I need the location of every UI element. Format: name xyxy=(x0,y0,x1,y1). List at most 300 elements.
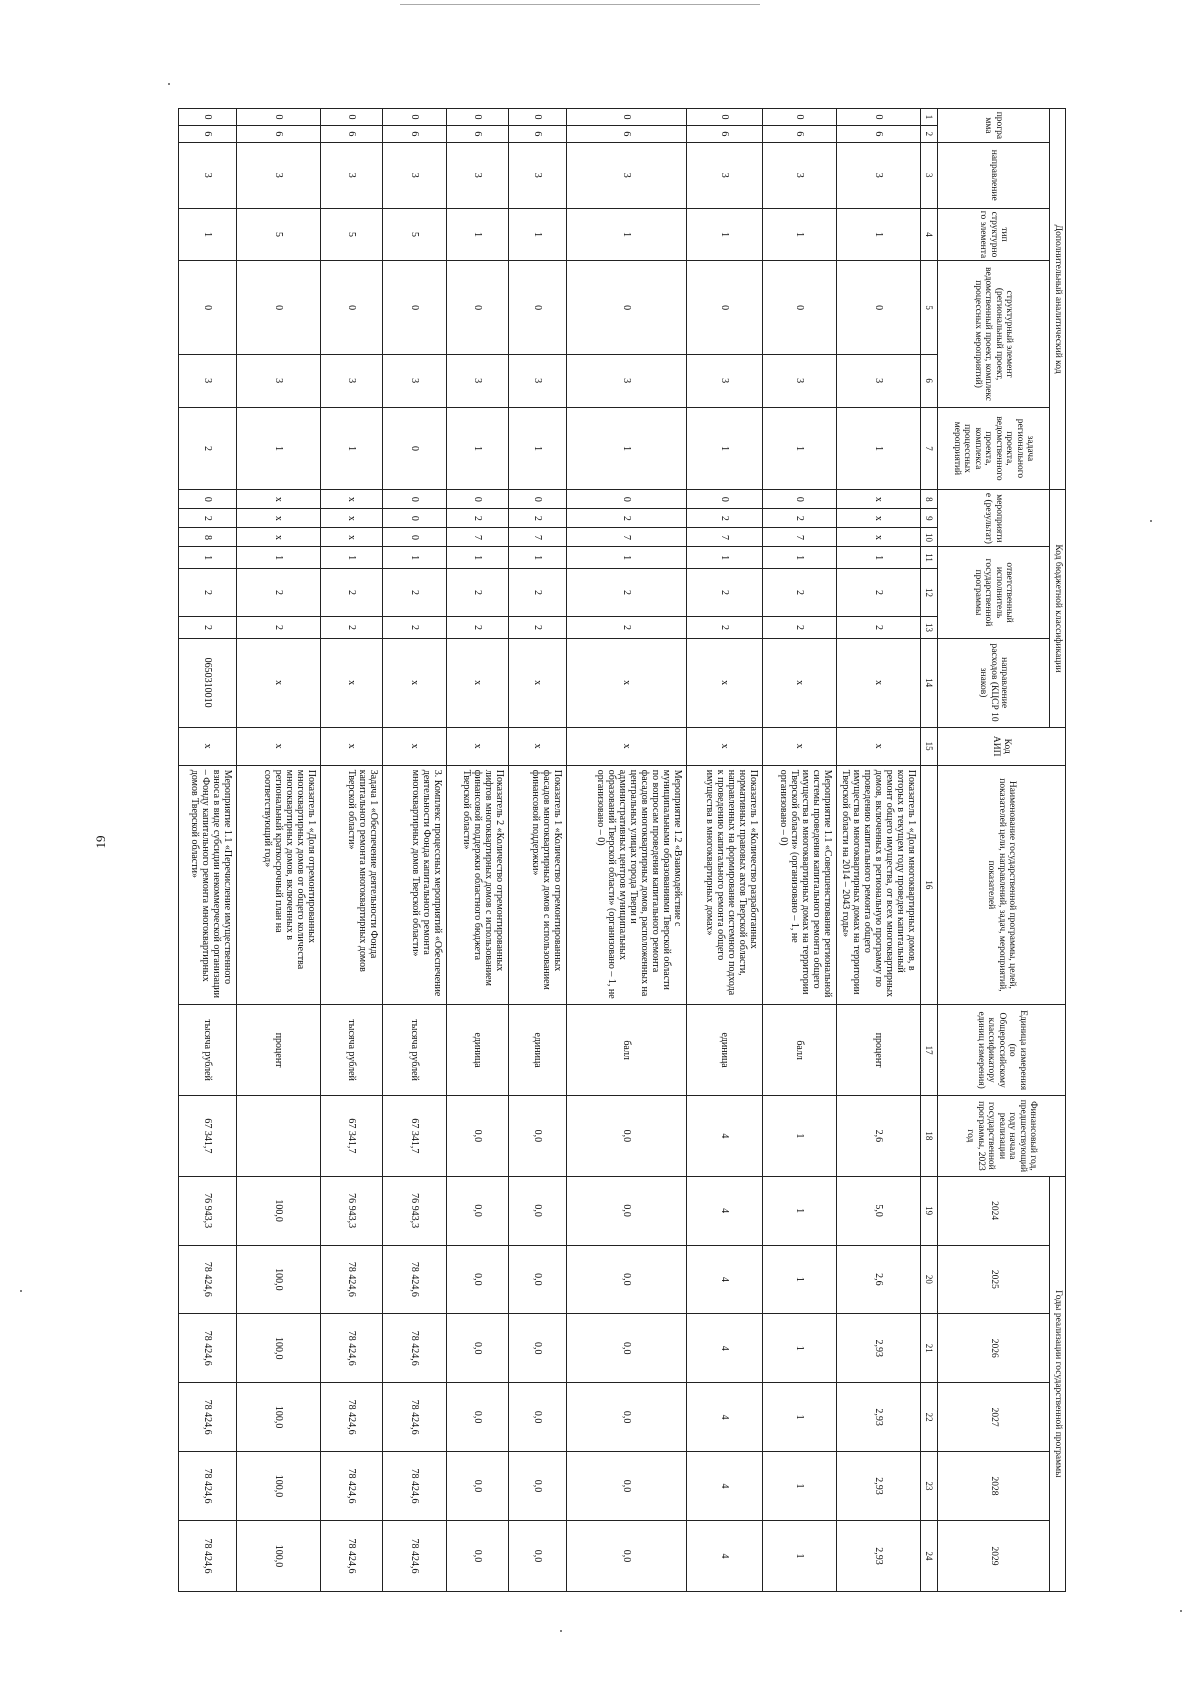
row-year-value: 76 943,3 xyxy=(383,1176,447,1245)
code-cell: 3 xyxy=(763,354,837,407)
column-number: 15 xyxy=(921,727,938,765)
header-years-group: Годы реализации государственной программы xyxy=(1050,1176,1066,1591)
code-cell: 3 xyxy=(447,142,509,208)
code-cell: 0 xyxy=(763,109,837,126)
row-year-value: 78 424,6 xyxy=(179,1452,237,1521)
code-cell: 6 xyxy=(321,125,383,142)
column-number: 17 xyxy=(921,1005,938,1096)
code-cell: 0 xyxy=(687,261,763,354)
code-cell: 7 xyxy=(763,528,837,547)
row-year-value: 0,0 xyxy=(447,1383,509,1452)
row-year-value: 0,0 xyxy=(567,1176,687,1245)
code-cell: х xyxy=(687,638,763,727)
scan-edge-line xyxy=(400,4,760,5)
table-row xyxy=(567,109,687,1592)
row-year-value: 100,0 xyxy=(237,1520,321,1591)
row-year-value: 0,0 xyxy=(567,1520,687,1591)
code-cell: 0 xyxy=(567,261,687,354)
row-year-value: 4 xyxy=(687,1520,763,1591)
row-year-value: 0,0 xyxy=(447,1314,509,1383)
code-cell: 2 xyxy=(567,509,687,528)
header-year: 2026 xyxy=(938,1314,1050,1383)
code-cell: 6 xyxy=(383,125,447,142)
row-name: Показатель 1 «Доля многоквартирных домов, в которых в текущем году проведен капитальный ремонт общего имущества, от всех многоквартирных домов, включенных в региональную программу по проведению капитального ремонта общего имущества в многоквартирных домах на территории Тверской области на 2014 – 2043 годы» xyxy=(837,765,921,1004)
code-cell: 6 xyxy=(687,125,763,142)
row-year-value: 100,0 xyxy=(237,1176,321,1245)
row-name: Задача 1 «Обеспечение деятельности Фонда капитального ремонта многоквартирных домов Тверской области» xyxy=(321,765,383,1004)
row-year-value: 1 xyxy=(763,1314,837,1383)
column-number: 22 xyxy=(921,1383,938,1452)
code-cell: 2 xyxy=(763,617,837,638)
row-base-value: 4 xyxy=(687,1096,763,1176)
code-cell: х xyxy=(687,727,763,765)
code-cell: 1 xyxy=(567,208,687,261)
row-year-value: 0,0 xyxy=(509,1383,567,1452)
code-cell: 2 xyxy=(237,568,321,617)
code-cell: х xyxy=(837,490,921,509)
row-name: Показатель 1 «Количество отремонтированных фасадов многоквартирных домов с использованием финансовой поддержки» xyxy=(509,765,567,1004)
code-cell: 2 xyxy=(763,568,837,617)
row-base-value: 2,6 xyxy=(837,1096,921,1176)
header-year: 2024 xyxy=(938,1176,1050,1245)
column-number: 19 xyxy=(921,1176,938,1245)
table-row xyxy=(687,109,763,1592)
code-cell: 1 xyxy=(179,547,237,568)
code-cell: 7 xyxy=(567,528,687,547)
row-base-value: 0,0 xyxy=(567,1096,687,1176)
row-year-value: 0,0 xyxy=(567,1452,687,1521)
code-cell: 3 xyxy=(179,142,237,208)
column-number: 10 xyxy=(921,528,938,547)
row-year-value: 0,0 xyxy=(509,1176,567,1245)
code-cell: 0 xyxy=(509,109,567,126)
code-cell: 1 xyxy=(837,208,921,261)
row-year-value: 0,0 xyxy=(567,1314,687,1383)
code-cell: 1 xyxy=(763,208,837,261)
code-cell: х xyxy=(447,638,509,727)
code-cell: 0 xyxy=(447,109,509,126)
code-cell: 0 xyxy=(179,490,237,509)
code-cell: 0650310010 xyxy=(179,638,237,727)
code-cell: 2 xyxy=(447,617,509,638)
code-cell: 3 xyxy=(237,142,321,208)
row-name: Мероприятие 1.2 «Взаимодействие с муниципальными образованиями Тверской области по вопросам проведения капитального ремонта фасадов многоквартирных домов, расположенных на центральных улицах города Твери и административных центров муниципальных образований Тверской области» (организовано – 1, не организовано – 0) xyxy=(567,765,687,1004)
column-number: 3 xyxy=(921,142,938,208)
column-number: 20 xyxy=(921,1245,938,1314)
code-cell: 1 xyxy=(447,208,509,261)
code-cell: 0 xyxy=(763,490,837,509)
column-number: 6 xyxy=(921,354,938,407)
row-year-value: 0,0 xyxy=(567,1383,687,1452)
code-cell: 0 xyxy=(383,528,447,547)
code-cell: 2 xyxy=(509,509,567,528)
row-year-value: 100,0 xyxy=(237,1383,321,1452)
row-year-value: 4 xyxy=(687,1176,763,1245)
column-number: 5 xyxy=(921,261,938,354)
code-cell: 6 xyxy=(179,125,237,142)
scan-speck xyxy=(168,83,170,85)
code-cell: 1 xyxy=(321,407,383,490)
code-cell: 6 xyxy=(567,125,687,142)
code-cell: 0 xyxy=(383,490,447,509)
header-direction: направление xyxy=(938,142,1050,208)
row-base-value: 1 xyxy=(763,1096,837,1176)
code-cell: 3 xyxy=(179,354,237,407)
row-year-value: 78 424,6 xyxy=(321,1383,383,1452)
row-year-value: 78 424,6 xyxy=(321,1245,383,1314)
code-cell: 3 xyxy=(509,142,567,208)
column-number: 4 xyxy=(921,208,938,261)
code-cell: 2 xyxy=(567,568,687,617)
column-number: 12 xyxy=(921,568,938,617)
column-number: 7 xyxy=(921,407,938,490)
row-unit: тысяча рублей xyxy=(179,1005,237,1096)
code-cell: х xyxy=(321,528,383,547)
code-cell: 1 xyxy=(509,208,567,261)
row-base-value: 0,0 xyxy=(509,1096,567,1176)
row-base-value: 0,0 xyxy=(447,1096,509,1176)
row-unit: процент xyxy=(837,1005,921,1096)
header-year: 2028 xyxy=(938,1452,1050,1521)
row-year-value: 0,0 xyxy=(447,1452,509,1521)
code-cell: 2 xyxy=(687,568,763,617)
code-cell: 2 xyxy=(179,568,237,617)
code-cell: 1 xyxy=(509,547,567,568)
code-cell: х xyxy=(837,727,921,765)
code-cell: 5 xyxy=(321,208,383,261)
header-year: 2027 xyxy=(938,1383,1050,1452)
row-name: Мероприятие 1.1 «Совершенствование региональной системы проведения капитального ремонта общего имущества в многоквартирных домах на территории Тверской области» (организовано – 1, не организовано – 0) xyxy=(763,765,837,1004)
header-year: 2025 xyxy=(938,1245,1050,1314)
header-type: тип структурного элемента xyxy=(938,208,1050,261)
code-cell: 2 xyxy=(447,568,509,617)
code-cell: 1 xyxy=(687,407,763,490)
row-year-value: 78 424,6 xyxy=(179,1314,237,1383)
code-cell: 6 xyxy=(763,125,837,142)
rotated-table-sheet xyxy=(178,108,1066,1592)
code-cell: 0 xyxy=(763,261,837,354)
column-number: 9 xyxy=(921,509,938,528)
code-cell: 3 xyxy=(837,142,921,208)
code-cell: 2 xyxy=(687,509,763,528)
code-cell: 1 xyxy=(837,547,921,568)
code-cell: 7 xyxy=(447,528,509,547)
header-executor: ответственный исполнитель государственной программы xyxy=(938,547,1050,638)
code-cell: х xyxy=(321,638,383,727)
code-cell: х xyxy=(763,727,837,765)
code-cell: 3 xyxy=(321,354,383,407)
row-unit: единица xyxy=(687,1005,763,1096)
column-number: 1 xyxy=(921,109,938,126)
row-year-value: 2,93 xyxy=(837,1314,921,1383)
code-cell: 8 xyxy=(179,528,237,547)
header-name: Наименование государственной программы, целей, показателей цели, направлений, задач, мероприятий, показателей xyxy=(938,765,1066,1004)
column-number: 8 xyxy=(921,490,938,509)
row-base-value: 67 341,7 xyxy=(179,1096,237,1176)
code-cell: х xyxy=(321,490,383,509)
header-unit: Единица измерения (по Общероссийскому классификатору единиц измерения) xyxy=(938,1005,1066,1096)
code-cell: 0 xyxy=(447,261,509,354)
row-year-value: 100,0 xyxy=(237,1245,321,1314)
row-year-value: 1 xyxy=(763,1383,837,1452)
program-table xyxy=(178,108,1066,1592)
row-year-value: 1 xyxy=(763,1520,837,1591)
table-row xyxy=(837,109,921,1592)
code-cell: 0 xyxy=(687,490,763,509)
scan-speck xyxy=(20,1290,22,1292)
row-base-value xyxy=(237,1096,321,1176)
row-year-value: 0,0 xyxy=(447,1245,509,1314)
code-cell: 0 xyxy=(567,109,687,126)
code-cell: 0 xyxy=(447,490,509,509)
code-cell: 0 xyxy=(383,109,447,126)
row-year-value: 100,0 xyxy=(237,1314,321,1383)
code-cell: 0 xyxy=(509,261,567,354)
row-year-value: 78 424,6 xyxy=(321,1520,383,1591)
header-base-year: Финансовый год, предшествующий году начала реализации государственной программы, 2023 год xyxy=(938,1096,1066,1176)
row-year-value: 76 943,3 xyxy=(179,1176,237,1245)
row-unit: единица xyxy=(447,1005,509,1096)
code-cell: х xyxy=(383,727,447,765)
header-struct: структурный элемент (региональный проект, ведомственный проект, комплекс процессных мероприятий) xyxy=(938,261,1050,407)
row-unit: балл xyxy=(763,1005,837,1096)
column-number: 23 xyxy=(921,1452,938,1521)
code-cell: 1 xyxy=(567,547,687,568)
row-year-value: 0,0 xyxy=(447,1176,509,1245)
row-year-value: 78 424,6 xyxy=(179,1520,237,1591)
header-budget-code: Код бюджетной классификации xyxy=(1050,490,1066,727)
code-cell: 1 xyxy=(837,407,921,490)
header-measure: мероприятие (результат) xyxy=(938,490,1050,547)
scan-speck xyxy=(1180,1610,1182,1612)
row-name: 3. Комплекс процессных мероприятий «Обеспечение деятельности Фонда капитального ремонта многоквартирных домов Тверской области» xyxy=(383,765,447,1004)
row-year-value: 0,0 xyxy=(509,1520,567,1591)
code-cell: х xyxy=(837,528,921,547)
row-year-value: 4 xyxy=(687,1452,763,1521)
row-year-value: 78 424,6 xyxy=(321,1314,383,1383)
code-cell: 2 xyxy=(763,509,837,528)
code-cell: 3 xyxy=(687,142,763,208)
column-number: 21 xyxy=(921,1314,938,1383)
code-cell: 5 xyxy=(237,208,321,261)
scan-speck xyxy=(1150,520,1152,522)
row-year-value: 2,93 xyxy=(837,1383,921,1452)
code-cell: 2 xyxy=(837,617,921,638)
code-cell: 0 xyxy=(179,109,237,126)
code-cell: 2 xyxy=(179,509,237,528)
code-cell: 7 xyxy=(509,528,567,547)
code-cell: 0 xyxy=(383,407,447,490)
code-cell: х xyxy=(237,638,321,727)
row-year-value: 78 424,6 xyxy=(179,1383,237,1452)
row-year-value: 2,6 xyxy=(837,1245,921,1314)
row-year-value: 100,0 xyxy=(237,1452,321,1521)
row-year-value: 78 424,6 xyxy=(383,1245,447,1314)
table-row xyxy=(763,109,837,1592)
row-unit: процент xyxy=(237,1005,321,1096)
table-row xyxy=(447,109,509,1592)
row-year-value: 78 424,6 xyxy=(383,1383,447,1452)
code-cell: х xyxy=(237,727,321,765)
code-cell: 2 xyxy=(383,617,447,638)
code-cell: 2 xyxy=(687,617,763,638)
row-year-value: 0,0 xyxy=(509,1314,567,1383)
code-cell: х xyxy=(567,638,687,727)
code-cell: 2 xyxy=(321,568,383,617)
code-cell: 2 xyxy=(567,617,687,638)
header-additional-code: Дополнительный аналитический код xyxy=(1050,109,1066,490)
row-year-value: 78 424,6 xyxy=(179,1245,237,1314)
code-cell: х xyxy=(567,727,687,765)
row-year-value: 4 xyxy=(687,1245,763,1314)
row-year-value: 0,0 xyxy=(567,1245,687,1314)
code-cell: 0 xyxy=(383,261,447,354)
row-year-value: 76 943,3 xyxy=(321,1176,383,1245)
code-cell: х xyxy=(237,528,321,547)
code-cell: 6 xyxy=(237,125,321,142)
code-cell: 2 xyxy=(509,568,567,617)
code-cell: 0 xyxy=(687,109,763,126)
row-year-value: 4 xyxy=(687,1383,763,1452)
code-cell: 2 xyxy=(237,617,321,638)
code-cell: 5 xyxy=(383,208,447,261)
page-number: 19 xyxy=(93,835,108,849)
code-cell: 0 xyxy=(321,109,383,126)
row-base-value: 67 341,7 xyxy=(383,1096,447,1176)
code-cell: х xyxy=(237,509,321,528)
code-cell: 0 xyxy=(509,490,567,509)
row-year-value: 0,0 xyxy=(509,1452,567,1521)
code-cell: 1 xyxy=(763,547,837,568)
row-unit: тысяча рублей xyxy=(383,1005,447,1096)
code-cell: х xyxy=(837,638,921,727)
code-cell: х xyxy=(509,727,567,765)
code-cell: х xyxy=(837,509,921,528)
row-name: Показатель 1 «Количество разработанных нормативных правовых актов Тверской области, направленных на формирование системного подхода к проведению капитального ремонта общего имущества в многоквартирных домах» xyxy=(687,765,763,1004)
table-row xyxy=(509,109,567,1592)
row-unit: единица xyxy=(509,1005,567,1096)
row-year-value: 1 xyxy=(763,1245,837,1314)
code-cell: 0 xyxy=(567,490,687,509)
row-name: Мероприятие 1.1 «Перечисление имущественного взноса в виде субсидии некоммерческой организации – Фонду капитального ремонта многоквартирных домов Тверской области» xyxy=(179,765,237,1004)
code-cell: 3 xyxy=(687,354,763,407)
code-cell: 1 xyxy=(321,547,383,568)
table-row xyxy=(383,109,447,1592)
code-cell: 1 xyxy=(237,547,321,568)
code-cell: 3 xyxy=(763,142,837,208)
code-cell: 0 xyxy=(179,261,237,354)
code-cell: х xyxy=(509,638,567,727)
row-year-value: 0,0 xyxy=(509,1245,567,1314)
code-cell: х xyxy=(321,727,383,765)
column-number: 16 xyxy=(921,765,938,1004)
row-year-value: 4 xyxy=(687,1314,763,1383)
row-year-value: 1 xyxy=(763,1452,837,1521)
column-number: 14 xyxy=(921,638,938,727)
row-year-value: 2,93 xyxy=(837,1452,921,1521)
code-cell: 2 xyxy=(321,617,383,638)
code-cell: 0 xyxy=(383,509,447,528)
row-unit: тысяча рублей xyxy=(321,1005,383,1096)
header-program: программа xyxy=(938,109,1050,143)
code-cell: х xyxy=(447,727,509,765)
code-cell: 2 xyxy=(837,568,921,617)
code-cell: 3 xyxy=(447,354,509,407)
header-expense: направление расходов (КЦСР 10 знаков) xyxy=(938,638,1050,727)
row-name: Показатель 2 «Количество отремонтированных лифтов многоквартирных домов с использованием финансовой поддержки областного бюджета Тверской области» xyxy=(447,765,509,1004)
column-number: 2 xyxy=(921,125,938,142)
row-year-value: 0,0 xyxy=(447,1520,509,1591)
code-cell: х xyxy=(237,490,321,509)
code-cell: 6 xyxy=(837,125,921,142)
code-cell: 6 xyxy=(447,125,509,142)
row-year-value: 1 xyxy=(763,1176,837,1245)
code-cell: 3 xyxy=(567,142,687,208)
table-row xyxy=(321,109,383,1592)
row-year-value: 78 424,6 xyxy=(383,1452,447,1521)
row-base-value: 67 341,7 xyxy=(321,1096,383,1176)
code-cell: х xyxy=(179,727,237,765)
code-cell: х xyxy=(383,638,447,727)
column-number: 11 xyxy=(921,547,938,568)
table-row xyxy=(237,109,321,1592)
row-year-value: 78 424,6 xyxy=(383,1520,447,1591)
code-cell: 1 xyxy=(509,407,567,490)
code-cell: 3 xyxy=(837,354,921,407)
code-cell: 2 xyxy=(179,407,237,490)
code-cell: 1 xyxy=(447,407,509,490)
code-cell: 1 xyxy=(383,547,447,568)
code-cell: 1 xyxy=(567,407,687,490)
code-cell: 0 xyxy=(321,261,383,354)
code-cell: 7 xyxy=(687,528,763,547)
row-name: Показатель 1 «Доля отремонтированных многоквартирных домов от общего количества многоквартирных домов, включенных в региональный краткосрочный план на соответствующий год» xyxy=(237,765,321,1004)
table-row xyxy=(179,109,237,1592)
code-cell: 1 xyxy=(687,547,763,568)
code-cell: 2 xyxy=(383,568,447,617)
code-cell: 1 xyxy=(687,208,763,261)
code-cell: 0 xyxy=(837,261,921,354)
scan-speck xyxy=(560,1630,562,1632)
code-cell: 1 xyxy=(763,407,837,490)
code-cell: 3 xyxy=(237,354,321,407)
code-cell: 0 xyxy=(237,109,321,126)
row-year-value: 78 424,6 xyxy=(383,1314,447,1383)
column-number-row xyxy=(921,109,938,1592)
code-cell: х xyxy=(763,638,837,727)
code-cell: 0 xyxy=(837,109,921,126)
code-cell: 3 xyxy=(321,142,383,208)
row-unit: балл xyxy=(567,1005,687,1096)
code-cell: 3 xyxy=(509,354,567,407)
row-year-value: 2,93 xyxy=(837,1520,921,1591)
code-cell: 2 xyxy=(509,617,567,638)
column-number: 13 xyxy=(921,617,938,638)
code-cell: 1 xyxy=(237,407,321,490)
code-cell: 3 xyxy=(383,142,447,208)
code-cell: 0 xyxy=(237,261,321,354)
code-cell: 1 xyxy=(447,547,509,568)
header-task: задача регионального проекта, ведомственного проекта, комплекса процессных мероприятий xyxy=(938,407,1050,490)
header-year: 2029 xyxy=(938,1520,1050,1591)
code-cell: 6 xyxy=(509,125,567,142)
code-cell: 2 xyxy=(447,509,509,528)
row-year-value: 5,0 xyxy=(837,1176,921,1245)
header-aip-code: Код АИП xyxy=(938,727,1066,765)
code-cell: х xyxy=(321,509,383,528)
column-number: 24 xyxy=(921,1520,938,1591)
code-cell: 3 xyxy=(567,354,687,407)
